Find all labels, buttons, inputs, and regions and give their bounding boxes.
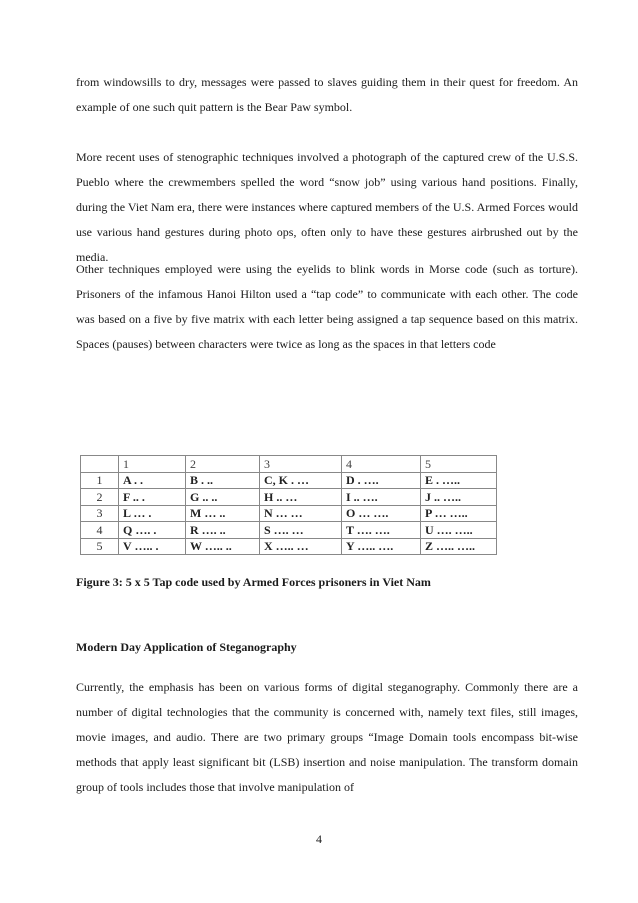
table-header-cell: 1	[119, 456, 186, 473]
table-cell: L … .	[119, 505, 186, 522]
body-paragraph: More recent uses of stenographic techniques involved a photograph of the captured crew of the U.S.S. Pueblo where the crewmembers spelled the word “snow job” using various hand positions. Finally, during the Viet Nam era, there were instances where captured members of the U.S. Armed Forces would use various hand gestures during photo ops, often only to have these gestures airbrushed out by the media.	[76, 150, 578, 264]
table-cell: X ….. …	[260, 538, 342, 555]
table-header-cell: 2	[186, 456, 260, 473]
table-header-cell: 5	[421, 456, 497, 473]
table-cell: T …. ….	[342, 522, 421, 539]
table-row	[81, 472, 497, 489]
table-row	[81, 538, 497, 555]
table-cell: F .. .	[119, 489, 186, 506]
table-cell: D . ….	[342, 472, 421, 489]
figure-caption: Figure 3: 5 x 5 Tap code used by Armed Forces prisoners in Viet Nam	[76, 575, 431, 589]
table-cell: Q …. .	[119, 522, 186, 539]
table-cell: V ….. .	[119, 538, 186, 555]
table-cell: Z ….. …..	[421, 538, 497, 555]
table-header-cell	[81, 456, 119, 473]
table-cell: O … ….	[342, 505, 421, 522]
table-cell: G .. ..	[186, 489, 260, 506]
table-row	[81, 489, 497, 506]
page-number: 4	[316, 832, 322, 846]
table-cell: A . .	[119, 472, 186, 489]
table-cell: I .. ….	[342, 489, 421, 506]
table-cell: S …. …	[260, 522, 342, 539]
table-header-cell: 3	[260, 456, 342, 473]
table-row	[81, 505, 497, 522]
row-number: 4	[81, 522, 119, 539]
table-cell: H .. …	[260, 489, 342, 506]
table-cell: C, K . …	[260, 472, 342, 489]
section-heading: Modern Day Application of Steganography	[76, 640, 297, 654]
table-cell: M … ..	[186, 505, 260, 522]
body-paragraph: Currently, the emphasis has been on various forms of digital steganography. Commonly there are a number of digital technologies that the community is concerned with, namely text files, still images, movie images, and audio. There are two primary groups “Image Domain tools encompass bit-wise methods that apply least significant bit (LSB) insertion and noise manipulation. The transform domain group of tools includes those that involve manipulation of	[76, 680, 578, 794]
table-cell: P … …..	[421, 505, 497, 522]
table-header-cell: 4	[342, 456, 421, 473]
table-cell: Y ….. ….	[342, 538, 421, 555]
row-number: 3	[81, 505, 119, 522]
body-paragraph: Other techniques employed were using the eyelids to blink words in Morse code (such as torture). Prisoners of the infamous Hanoi Hilton used a “tap code” to communicate with each other. The code was based on a five by five matrix with each letter being assigned a tap sequence based on this matrix. Spaces (pauses) between characters were twice as long as the spaces in that letters code	[76, 262, 578, 351]
row-number: 2	[81, 489, 119, 506]
table-cell: B . ..	[186, 472, 260, 489]
table-cell: U …. …..	[421, 522, 497, 539]
tap-code-table	[80, 455, 497, 555]
body-paragraph: from windowsills to dry, messages were passed to slaves guiding them in their quest for freedom. An example of one such quit pattern is the Bear Paw symbol.	[76, 75, 578, 114]
table-cell: J .. …..	[421, 489, 497, 506]
row-number: 5	[81, 538, 119, 555]
table-cell: R …. ..	[186, 522, 260, 539]
table-header-row	[81, 456, 497, 473]
table-cell: E . …..	[421, 472, 497, 489]
table-cell: N … …	[260, 505, 342, 522]
table-row	[81, 522, 497, 539]
table-cell: W ….. ..	[186, 538, 260, 555]
row-number: 1	[81, 472, 119, 489]
